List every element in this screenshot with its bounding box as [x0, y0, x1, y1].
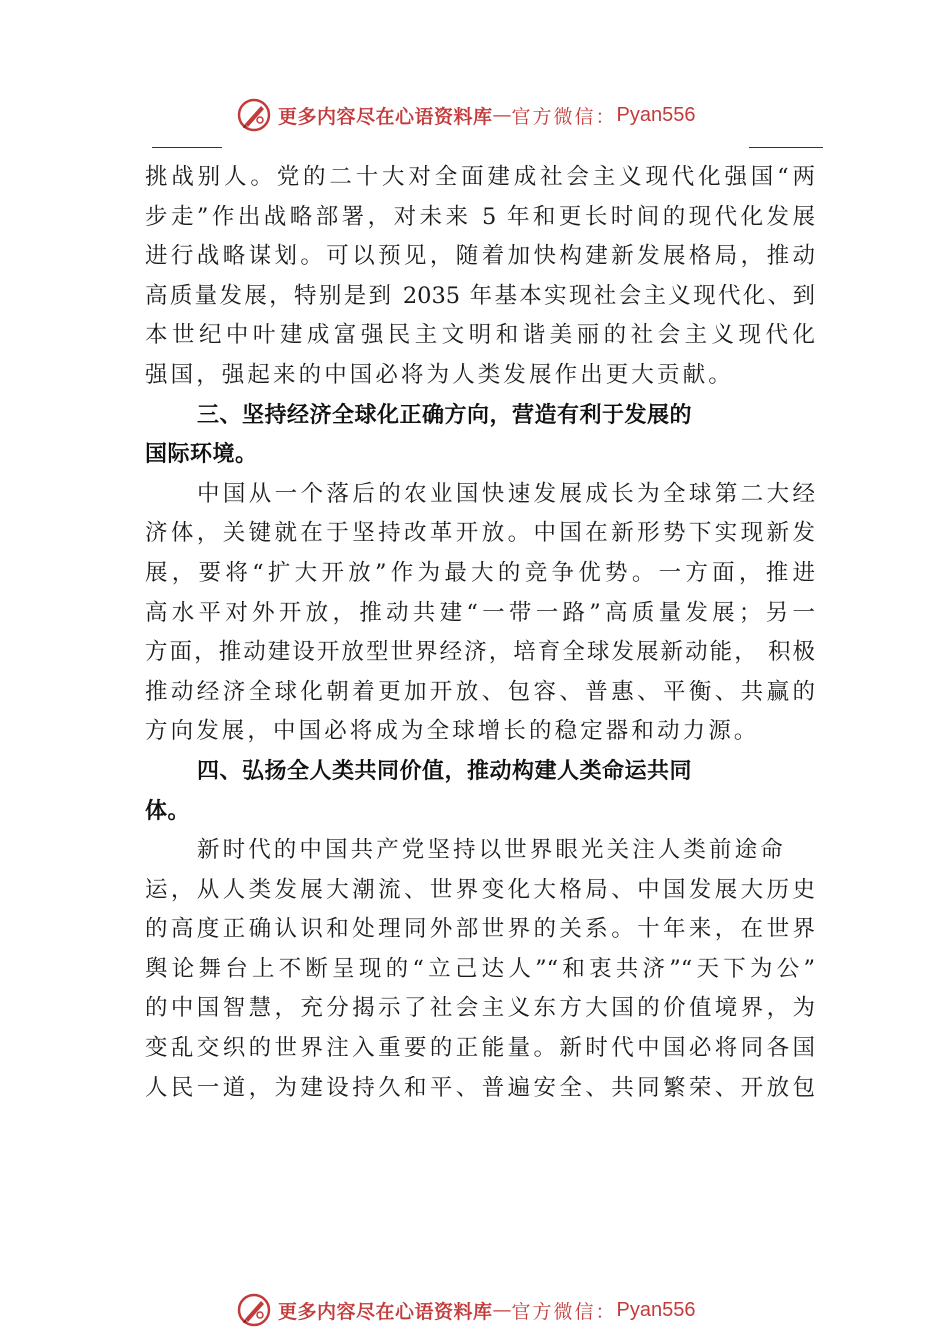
body-line: 新时代的中国共产党坚持以世界眼光关注人类前途命 [197, 837, 786, 864]
header-wechat-label: 官方微信： [511, 105, 617, 128]
section-heading-3: 三、坚持经济全球化正确方向，营造有利于发展的 [197, 402, 693, 428]
body-line: 本世纪中叶建成富强民主文明和谐美丽的社会主义现代化 [145, 322, 815, 349]
header-site-name: 更多内容尽在心语资料库 [278, 105, 493, 128]
body-line: 强国，强起来的中国必将为人类发展作出更大贡献。 [145, 361, 734, 388]
body-line: 方面，推动建设开放型世界经济，培育全球发展新动能， 积极 [145, 639, 815, 666]
section-heading-4-cont: 体。 [145, 798, 191, 824]
pen-logo-icon [236, 97, 272, 133]
footer-banner [0, 1290, 950, 1330]
body-line: 方向发展，中国必将成为全球增长的稳定器和动力源。 [145, 718, 760, 745]
footer-site-name: 更多内容尽在心语资料库 [278, 1300, 493, 1323]
body-line: 挑战别人。党的二十大对全面建成社会主义现代化强国“两 [145, 164, 815, 190]
body-line: 的高度正确认识和处理同外部世界的关系。十年来，在世界 [145, 916, 815, 943]
pen-logo-icon [236, 1292, 272, 1328]
body-line: 济体，关键就在于坚持改革开放。中国在新形势下实现新发 [145, 520, 815, 547]
footer-wechat-id: Pyan556 [616, 1298, 696, 1321]
body-line: 变乱交织的世界注入重要的正能量。新时代中国必将同各国 [145, 1035, 815, 1062]
body-line: 中国从一个落后的农业国快速发展成长为全球第二大经 [197, 480, 815, 507]
document-body [145, 158, 815, 1108]
body-line: 推动经济全球化朝着更加开放、包容、普惠、平衡、共赢的 [145, 678, 815, 705]
header-banner [0, 95, 950, 135]
header-rule-right [749, 147, 823, 148]
footer-separator: — [492, 1299, 512, 1321]
body-line: 人民一道，为建设持久和平、普遍安全、共同繁荣、开放包 [145, 1074, 815, 1101]
body-line: 高质量发展，特别是到 2035 年基本实现社会主义现代化、到 [145, 282, 815, 309]
header-rule-left [152, 147, 222, 148]
body-line: 进行战略谋划。可以预见，随着加快构建新发展格局，推动 [145, 243, 815, 270]
body-line: 舆论舞台上不断呈现的“立己达人”“和衷共济”“天下为公” [145, 955, 815, 982]
section-heading-3-cont: 国际环境。 [145, 442, 258, 468]
header-wechat-id: Pyan556 [616, 103, 696, 126]
body-line: 高水平对外开放，推动共建“一带一路”高质量发展；另一 [145, 599, 815, 626]
header-separator: — [492, 104, 512, 126]
body-line: 展，要将“扩大开放”作为最大的竞争优势。一方面，推进 [145, 559, 815, 586]
body-line: 运，从人类发展大潮流、世界变化大格局、中国发展大历史 [145, 876, 815, 903]
section-heading-4: 四、弘扬全人类共同价值，推动构建人类命运共同 [197, 758, 693, 784]
body-line: 的中国智慧，充分揭示了社会主义东方大国的价值境界，为 [145, 995, 815, 1022]
header-banner-content [236, 95, 696, 135]
body-line: 步走”作出战略部署，对未来 5 年和更长时间的现代化发展 [145, 203, 815, 230]
footer-wechat-label: 官方微信： [511, 1300, 617, 1323]
footer-banner-content [236, 1290, 696, 1330]
